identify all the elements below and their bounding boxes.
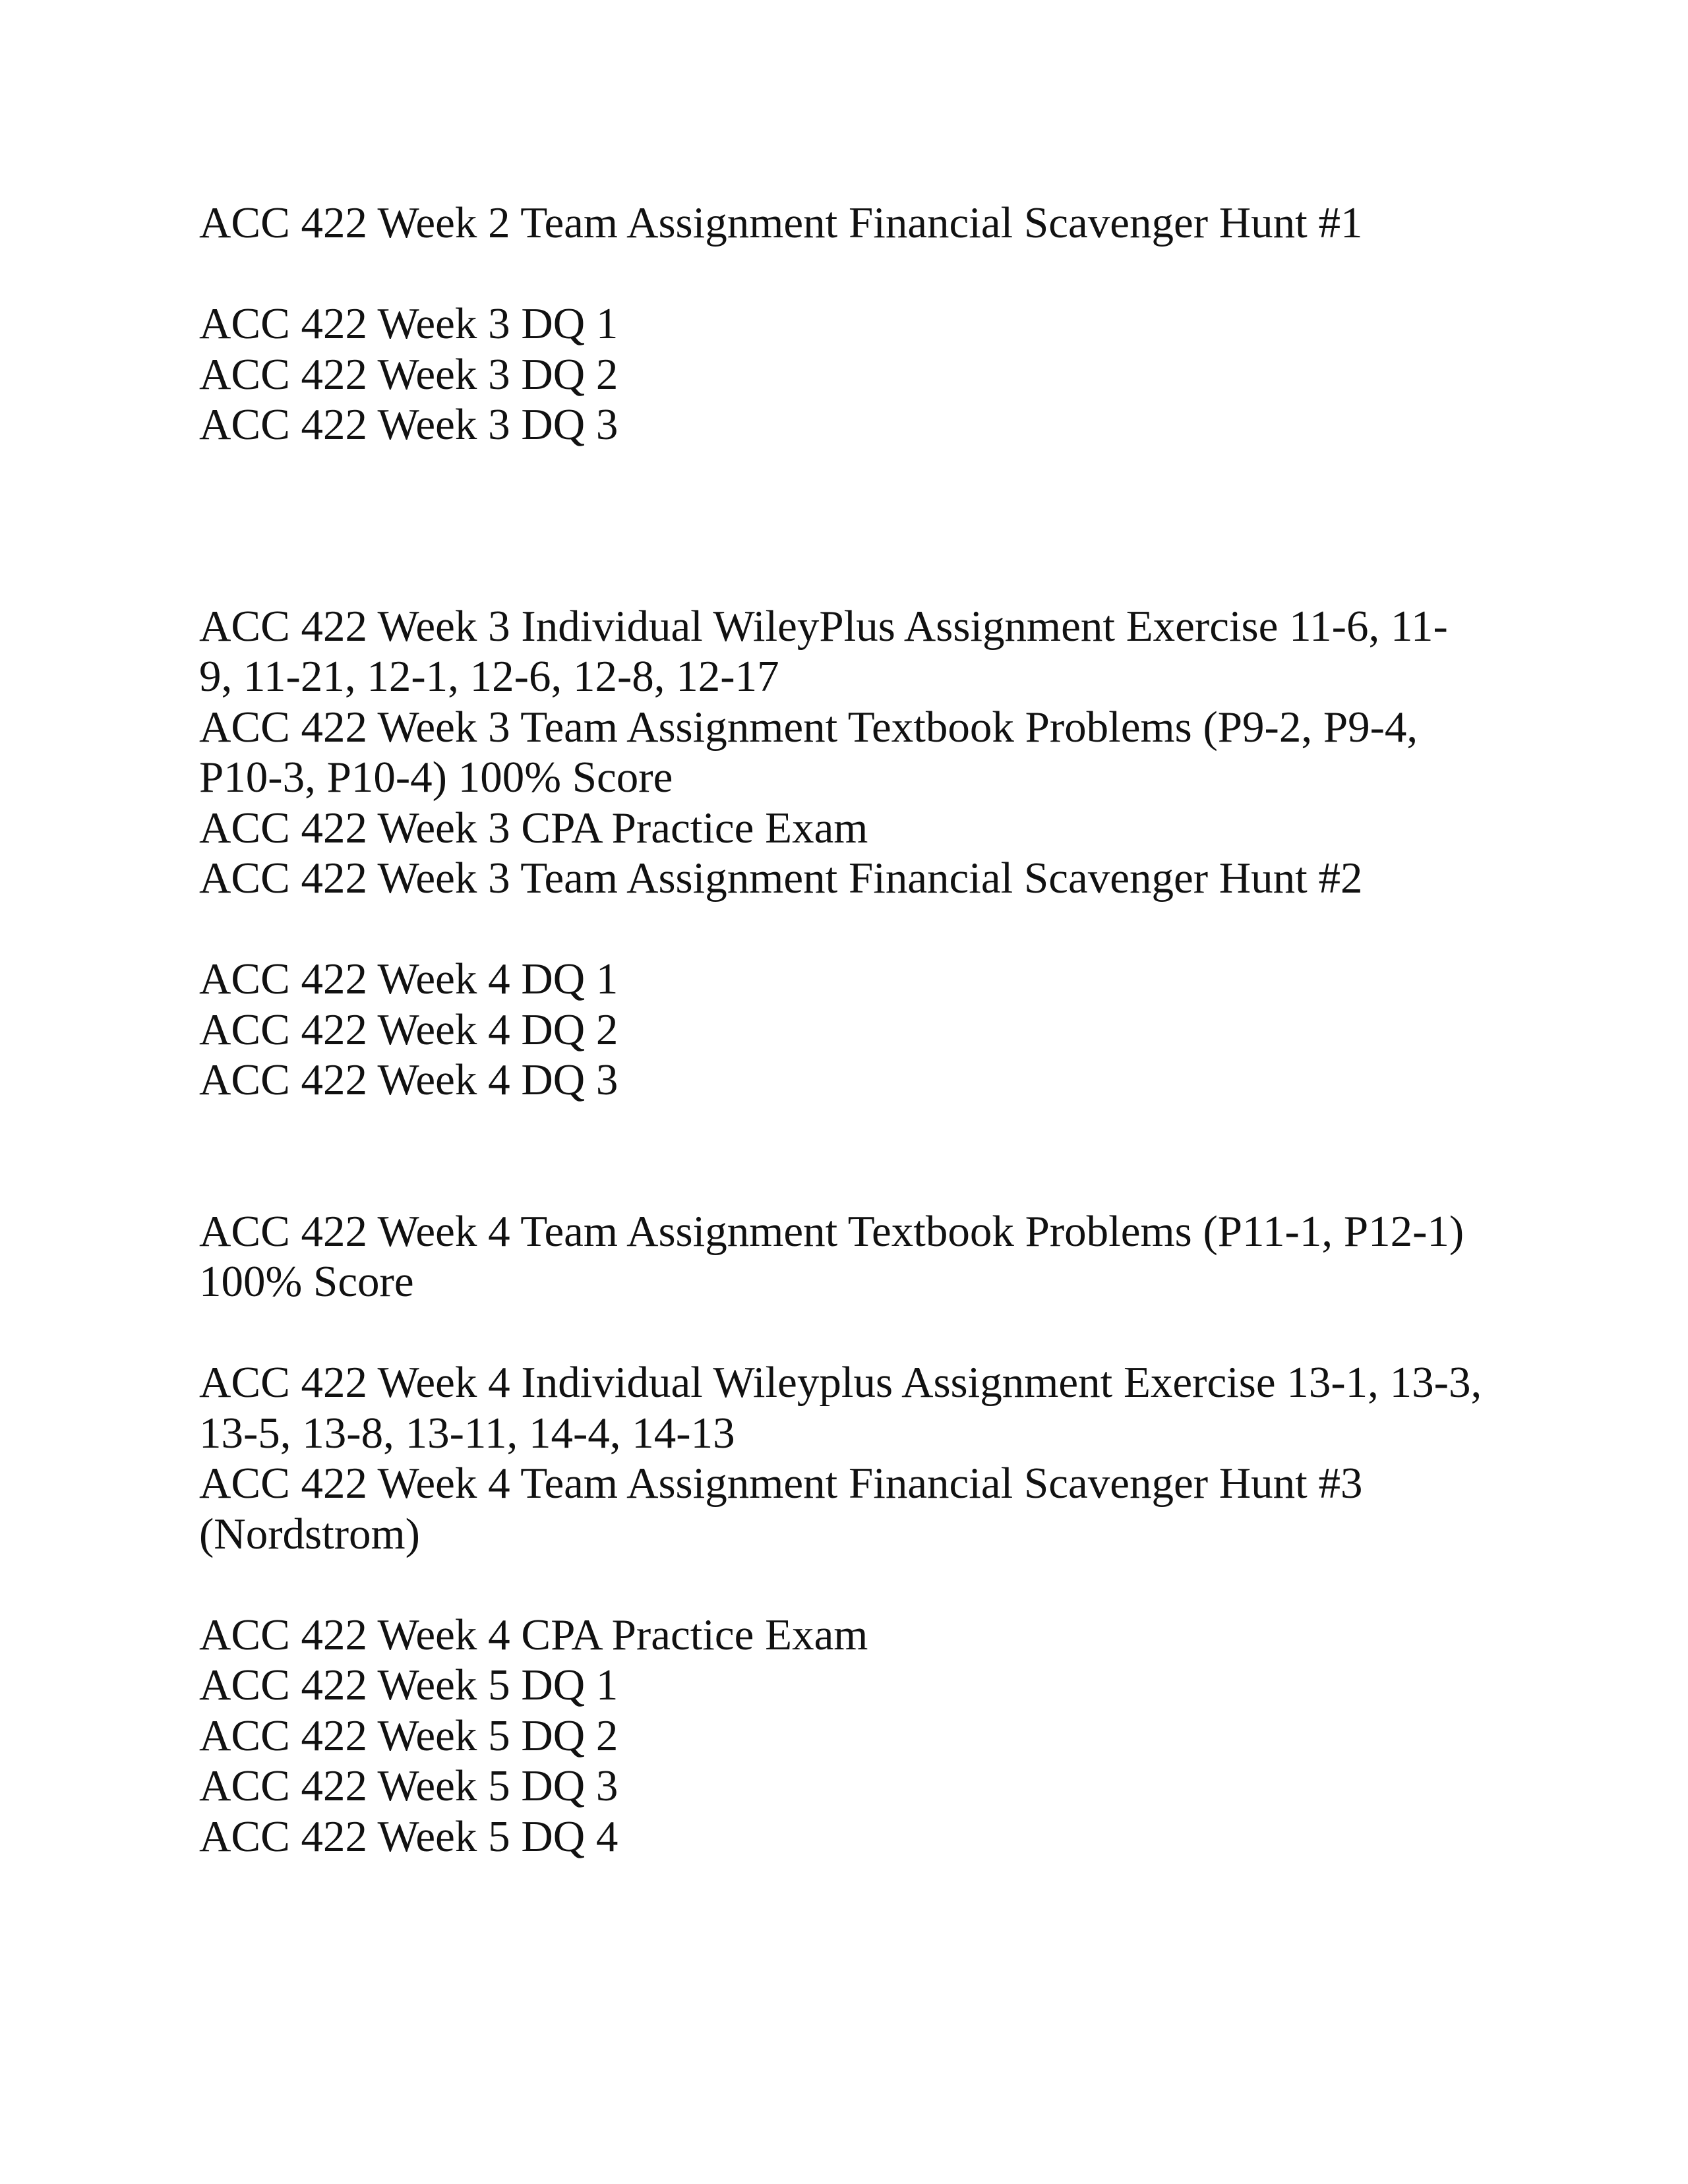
text-line: ACC 422 Week 2 Team Assignment Financial Scavenger Hunt #1 bbox=[199, 198, 1363, 247]
document-body bbox=[199, 198, 1511, 1862]
text-line: ACC 422 Week 3 CPA Practice Exam bbox=[199, 803, 868, 852]
text-line: ACC 422 Week 5 DQ 4 bbox=[199, 1812, 618, 1861]
text-line: ACC 422 Week 3 Team Assignment Financial Scavenger Hunt #2 bbox=[199, 854, 1363, 902]
text-line: ACC 422 Week 3 Individual WileyPlus Assignment Exercise 11-6, 11- bbox=[199, 601, 1448, 651]
text-line: ACC 422 Week 4 CPA Practice Exam bbox=[199, 1610, 868, 1659]
text-line: ACC 422 Week 3 DQ 3 bbox=[199, 400, 618, 449]
text-line: ACC 422 Week 5 DQ 2 bbox=[199, 1711, 618, 1760]
text-line: ACC 422 Week 4 Individual Wileyplus Assignment Exercise 13-1, 13-3, bbox=[199, 1358, 1482, 1407]
paragraph-spacer bbox=[199, 249, 1511, 299]
text-line: ACC 422 Week 4 Team Assignment Textbook Problems (P11-1, P12-1) bbox=[199, 1206, 1464, 1256]
text-line: ACC 422 Week 4 DQ 1 bbox=[199, 955, 618, 1003]
paragraph-spacer bbox=[199, 1307, 1511, 1358]
paragraph-spacer bbox=[199, 450, 1511, 601]
paragraph-spacer bbox=[199, 904, 1511, 955]
text-line: ACC 422 Week 3 Team Assignment Textbook Problems (P9-2, P9-4, bbox=[199, 702, 1418, 752]
text-line: 100% Score bbox=[199, 1257, 414, 1306]
text-line: 13-5, 13-8, 13-11, 14-4, 14-13 bbox=[199, 1408, 735, 1458]
text-line: ACC 422 Week 3 DQ 1 bbox=[199, 299, 618, 348]
text-line: ACC 422 Week 5 DQ 3 bbox=[199, 1761, 618, 1810]
text-line: ACC 422 Week 4 Team Assignment Financial Scavenger Hunt #3 bbox=[199, 1459, 1363, 1508]
text-line: 9, 11-21, 12-1, 12-6, 12-8, 12-17 bbox=[199, 652, 779, 701]
text-line: ACC 422 Week 4 DQ 2 bbox=[199, 1005, 618, 1054]
text-line: ACC 422 Week 5 DQ 1 bbox=[199, 1661, 618, 1709]
paragraph-spacer bbox=[199, 1559, 1511, 1610]
paragraph-spacer bbox=[199, 1106, 1511, 1206]
text-line: (Nordstrom) bbox=[199, 1509, 420, 1558]
text-line: ACC 422 Week 3 DQ 2 bbox=[199, 349, 618, 399]
text-line: P10-3, P10-4) 100% Score bbox=[199, 753, 673, 802]
text-line: ACC 422 Week 4 DQ 3 bbox=[199, 1055, 618, 1104]
